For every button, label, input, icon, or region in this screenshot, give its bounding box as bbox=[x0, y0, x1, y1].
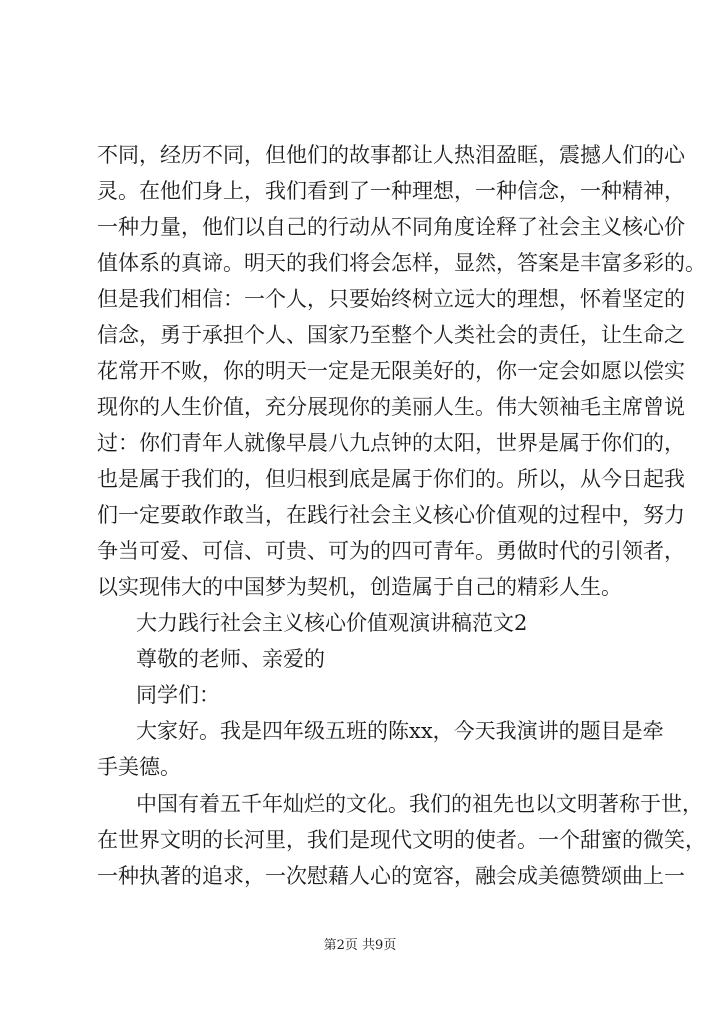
paragraph-line: 不同，经历不同，但他们的故事都让人热泪盈眶，震撼人们的心 bbox=[97, 143, 685, 167]
paragraph-line: 现你的人生价值，充分展现你的美丽人生。伟大领袖毛主席曾说 bbox=[97, 395, 685, 419]
paragraph-line: 在世界文明的长河里，我们是现代文明的使者。一个甜蜜的微笑， bbox=[97, 828, 706, 852]
paragraph-line: 值体系的真谛。明天的我们将会怎样，显然，答案是丰富多彩的。 bbox=[97, 251, 706, 275]
paragraph-line: 手美德。 bbox=[97, 755, 181, 779]
paragraph-line: 大家好。我是四年级五班的陈xx，今天我演讲的题目是牵 bbox=[136, 719, 664, 743]
paragraph-line: 争当可爱、可信、可贵、可为的四可青年。勇做时代的引领者， bbox=[97, 539, 685, 563]
paragraph-line: 也是属于我们的，但归根到底是属于你们的。所以，从今日起我 bbox=[97, 467, 685, 491]
paragraph-line: 过：你们青年人就像早晨八九点钟的太阳，世界是属于你们的， bbox=[97, 431, 685, 455]
paragraph-line: 但是我们相信：一个人，只要始终树立远大的理想，怀着坚定的 bbox=[97, 287, 685, 311]
paragraph-line: 灵。在他们身上，我们看到了一种理想，一种信念，一种精神， bbox=[97, 179, 685, 203]
page-number-footer: 第2页 共9页 bbox=[323, 938, 397, 953]
section-title: 大力践行社会主义核心价值观演讲稿范文2 bbox=[136, 611, 528, 635]
paragraph-line: 以实现伟大的中国梦为契机，创造属于自己的精彩人生。 bbox=[97, 575, 622, 599]
paragraph-line: 信念，勇于承担个人、国家乃至整个人类社会的责任，让生命之 bbox=[97, 323, 685, 347]
paragraph-line: 花常开不败，你的明天一定是无限美好的，你一定会如愿以偿实 bbox=[97, 359, 685, 383]
paragraph-line: 一种执著的追求，一次慰藉人心的宽容，融会成美德赞颂曲上一 bbox=[97, 864, 685, 888]
salutation-line: 同学们： bbox=[136, 683, 220, 707]
paragraph-line: 一种力量，他们以自己的行动从不同角度诠释了社会主义核心价 bbox=[97, 215, 685, 239]
paragraph-line: 们一定要敢作敢当，在践行社会主义核心价值观的过程中，努力 bbox=[97, 503, 685, 527]
salutation-line: 尊敬的老师、亲爱的 bbox=[136, 647, 325, 671]
paragraph-line: 中国有着五千年灿烂的文化。我们的祖先也以文明著称于世， bbox=[136, 792, 703, 816]
